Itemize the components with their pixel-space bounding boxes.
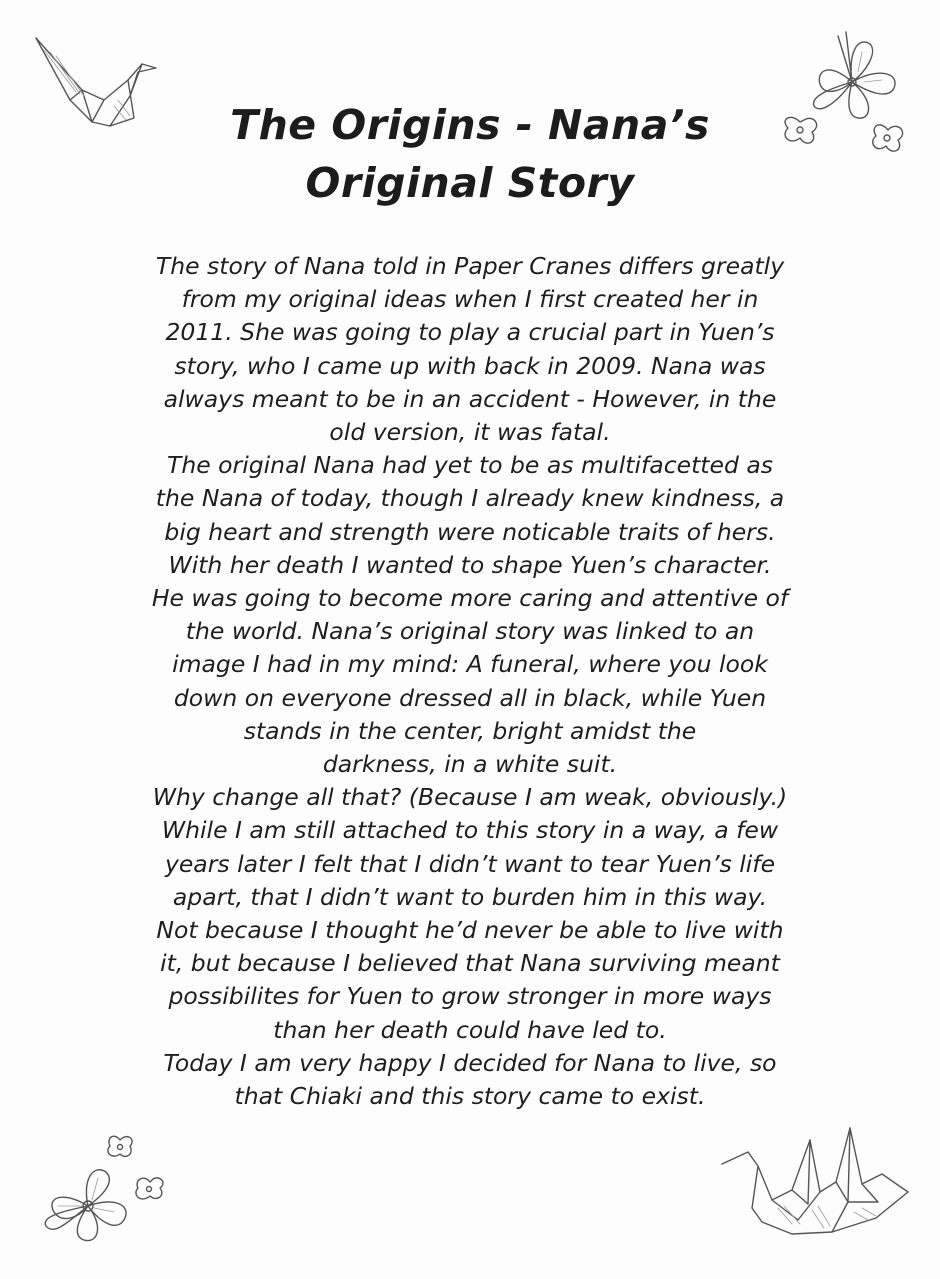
text-line: Not because I thought he’d never be able to live with: [156, 916, 784, 945]
title-line-1: The Origins - Nana’s: [230, 101, 710, 149]
page-title: [0, 96, 940, 212]
text-line: The story of Nana told in Paper Cranes differs greatly: [155, 252, 785, 280]
title-line-2: Original Story: [305, 159, 635, 207]
text-line: possibilites for Yuen to grow stronger in more ways: [168, 982, 772, 1011]
text-line: apart, that I didn’t want to burden him in this way.: [172, 882, 768, 911]
text-line: from my original ideas when I first created her in: [181, 285, 759, 314]
text-line: darkness, in a white suit.: [322, 750, 618, 779]
text-line: 2011. She was going to play a crucial part in Yuen’s: [165, 318, 775, 347]
text-line: big heart and strength were noticable traits of hers.: [164, 517, 776, 546]
text-line: down on everyone dressed all in black, while Yuen: [173, 683, 767, 712]
flowers-icon: [28, 1126, 188, 1256]
text-line: always meant to be in an accident - However, in the: [163, 384, 777, 413]
text-line: image I had in my mind: A funeral, where you look: [172, 650, 768, 679]
text-line: The original Nana had yet to be as multifacetted as: [166, 451, 773, 480]
text-line: Today I am very happy I decided for Nana to live, so: [163, 1048, 777, 1077]
text-line: stands in the center, bright amidst the: [243, 716, 697, 745]
text-line: that Chiaki and this story came to exist.: [234, 1082, 706, 1111]
text-line: He was going to become more caring and attentive of: [151, 584, 789, 613]
text-line: the world. Nana’s original story was linked to an: [185, 617, 755, 646]
story-text: [50, 250, 890, 1113]
text-line: Why change all that? (Because I am weak, obviously.): [152, 783, 788, 812]
text-line: With her death I wanted to shape Yuen’s character.: [168, 550, 772, 579]
paper-cranes-icon: [712, 1100, 917, 1265]
text-line: years later I felt that I didn’t want to tear Yuen’s life: [164, 849, 776, 878]
text-line: While I am still attached to this story in a way, a few: [161, 816, 779, 845]
text-line: old version, it was fatal.: [329, 418, 611, 447]
text-line: story, who I came up with back in 2009. Nana was: [174, 351, 766, 380]
text-line: the Nana of today, though I already knew kindness, a: [155, 484, 785, 513]
text-line: it, but because I believed that Nana surviving meant: [160, 949, 780, 978]
text-line: than her death could have led to.: [273, 1015, 667, 1044]
